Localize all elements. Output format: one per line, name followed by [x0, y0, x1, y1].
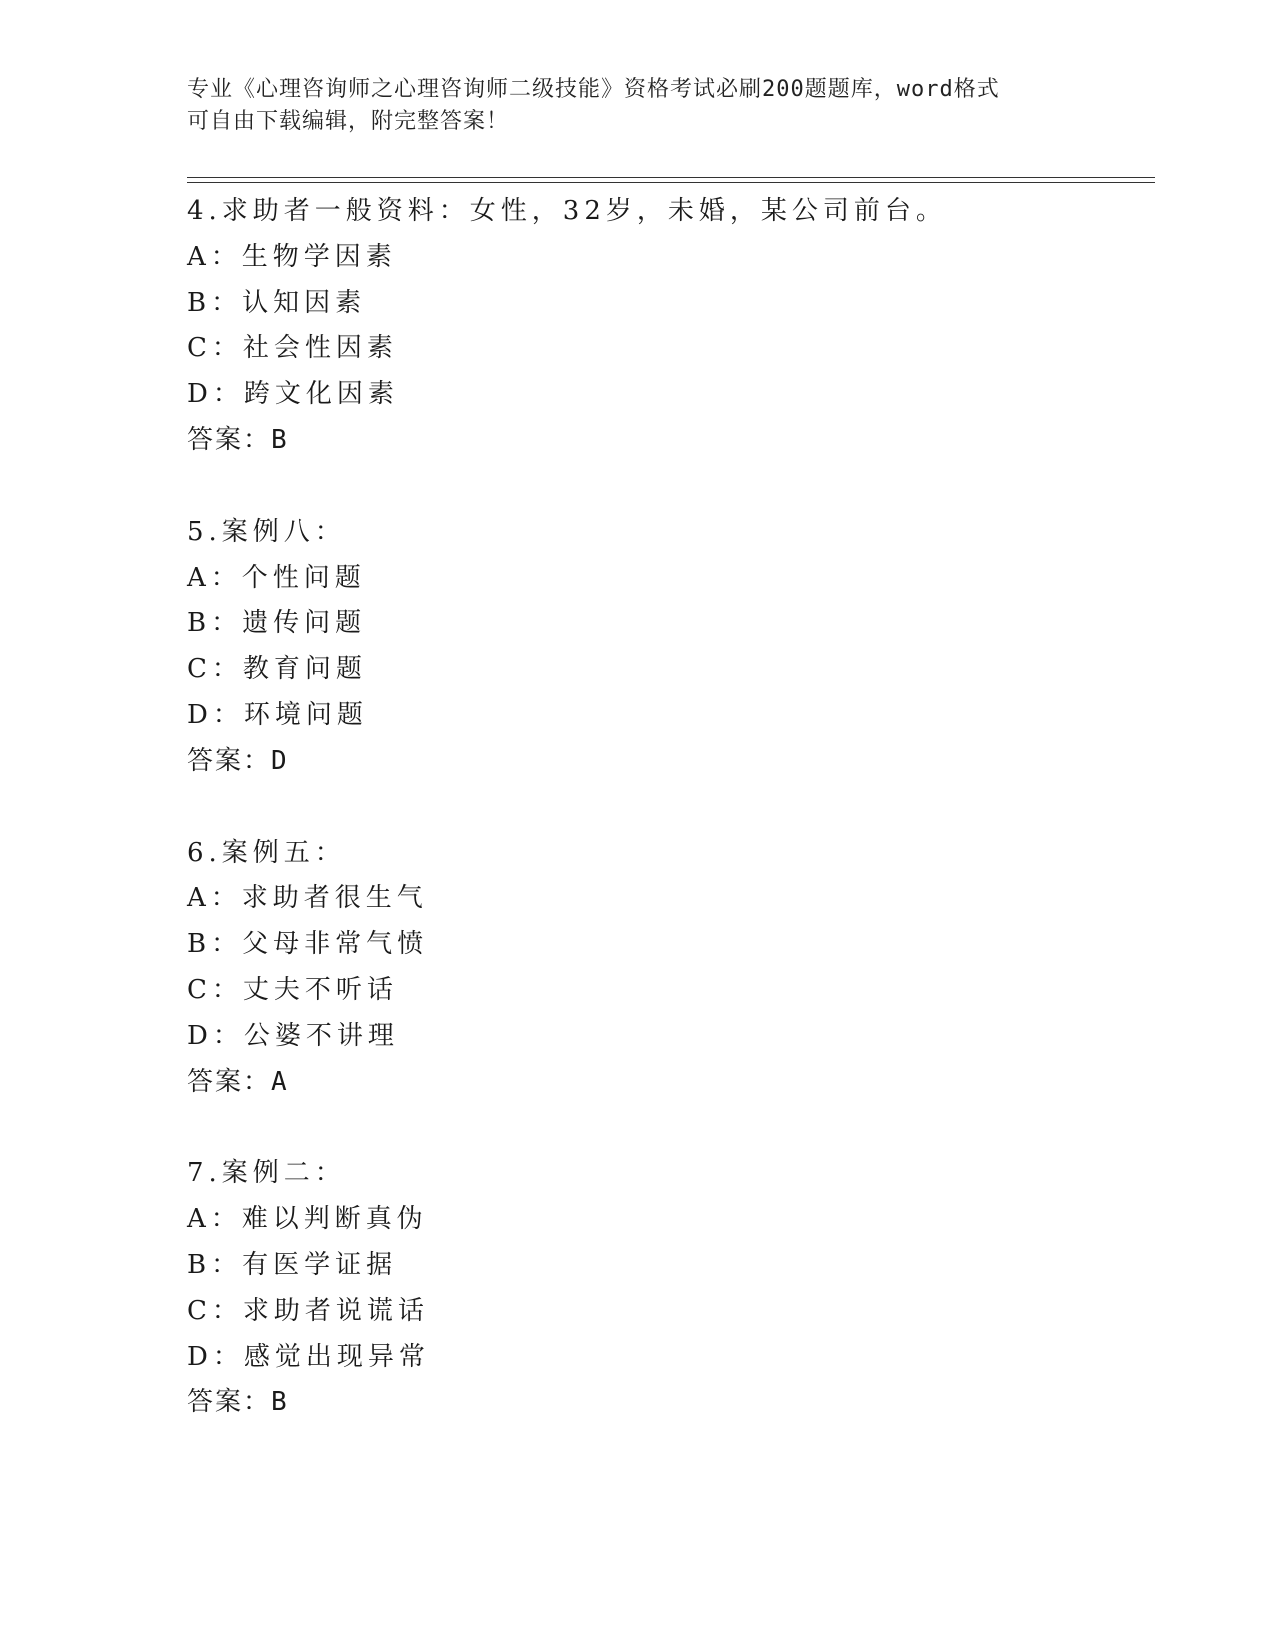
question-5: [187, 510, 1155, 785]
answer-line: 答案：D: [187, 745, 289, 776]
answer-line: 答案：A: [187, 1066, 289, 1097]
question-list: [187, 189, 1155, 1472]
option-a: A：求助者很生气: [187, 883, 428, 914]
header-line-1: 专业《心理咨询师之心理咨询师二级技能》资格考试必刷200题题库，word格式: [187, 77, 1000, 102]
question-stem: 5.案例八：: [187, 516, 346, 547]
question-stem: 6.案例五：: [187, 837, 346, 868]
option-c: C：社会性因素: [187, 333, 398, 364]
option-c: C：求助者说谎话: [187, 1295, 429, 1326]
option-b: B：遗传问题: [187, 608, 367, 639]
header-divider-top: [187, 177, 1155, 178]
answer-line: 答案：B: [187, 424, 289, 455]
question-stem: 4.求助者一般资料：女性，32岁，未婚，某公司前台。: [187, 196, 947, 226]
option-a: A：生物学因素: [187, 241, 397, 272]
option-a: A：个性问题: [187, 562, 366, 593]
option-c: C：丈夫不听话: [187, 974, 398, 1005]
option-b: B：有医学证据: [187, 1249, 398, 1280]
question-stem: 7.案例二：: [187, 1158, 346, 1189]
option-d: D：环境问题: [187, 699, 368, 730]
option-d: D：感觉出现异常: [187, 1341, 430, 1372]
option-d: D：公婆不讲理: [187, 1020, 399, 1051]
question-4: [187, 189, 1155, 464]
header-line-2: 可自由下载编辑，附完整答案！: [187, 109, 510, 134]
option-a: A：难以判断真伪: [187, 1204, 428, 1235]
option-d: D：跨文化因素: [187, 379, 399, 410]
option-b: B：父母非常气愤: [187, 929, 429, 960]
question-6: [187, 831, 1155, 1106]
option-b: B：认知因素: [187, 287, 367, 318]
header-divider-bottom: [187, 182, 1155, 183]
question-7: [187, 1151, 1155, 1426]
answer-line: 答案：B: [187, 1387, 289, 1418]
document-header: [187, 74, 1087, 138]
option-c: C：教育问题: [187, 654, 367, 685]
